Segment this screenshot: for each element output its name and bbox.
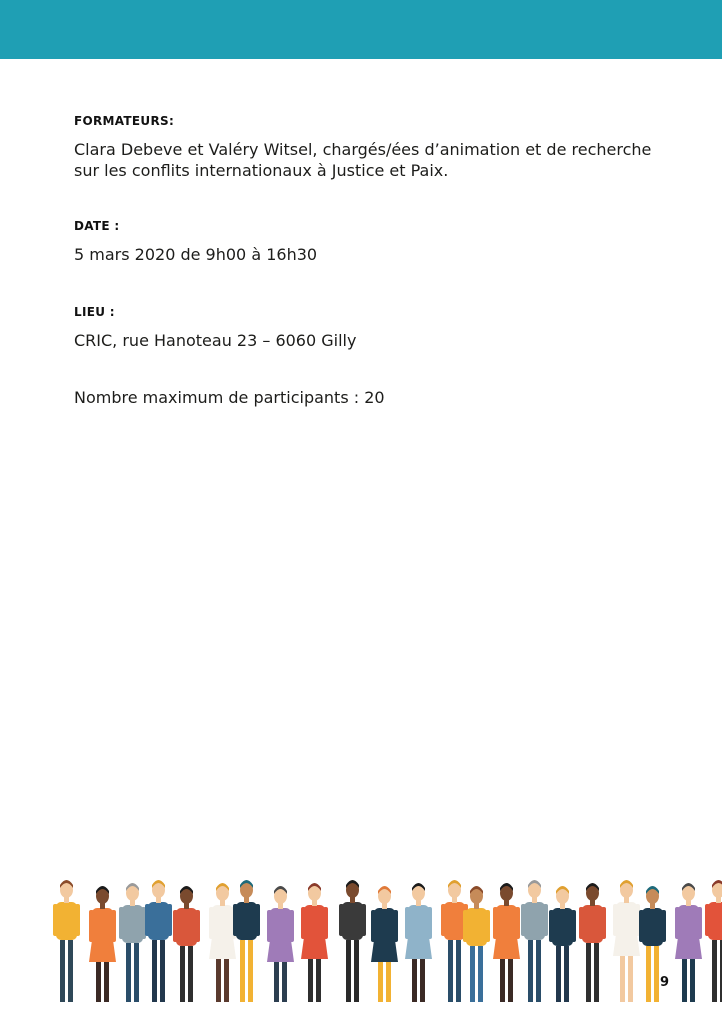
person-figure [339,880,366,1002]
formateurs-heading: FORMATEURS: [74,114,175,128]
person-figure [119,883,146,1002]
person-figure [579,883,606,1002]
person-figure [173,886,200,1002]
lieu-heading: LIEU : [74,305,115,319]
person-figure [267,886,294,1002]
lieu-value: CRIC, rue Hanoteau 23 – 6060 Gilly [74,331,357,350]
person-figure [463,886,490,1002]
person-figure [301,883,328,1002]
person-figure [493,883,520,1002]
date-heading: DATE : [74,219,120,233]
crowd-of-people-illustration [52,862,722,1002]
person-figure [371,886,398,1002]
person-figure [549,886,576,1002]
person-figure [675,883,702,1002]
person-figure [521,880,548,1002]
person-figure [53,880,80,1002]
person-figure [145,880,172,1002]
person-figure [405,883,432,1002]
formateurs-line-1: Clara Debeve et Valéry Witsel, chargés/ées d’animation et de recherche [74,140,652,159]
person-figure [89,886,116,1002]
header-band [0,0,722,59]
formateurs-line-2: sur les conflits internationaux à Justice et Paix. [74,161,449,180]
person-figure [209,883,236,1002]
participants-text: Nombre maximum de participants : 20 [74,388,385,407]
person-figure [705,880,722,1002]
date-value: 5 mars 2020 de 9h00 à 16h30 [74,245,318,264]
page-number: 9 [660,975,670,990]
person-figure [613,880,640,1002]
person-figure [233,880,260,1002]
